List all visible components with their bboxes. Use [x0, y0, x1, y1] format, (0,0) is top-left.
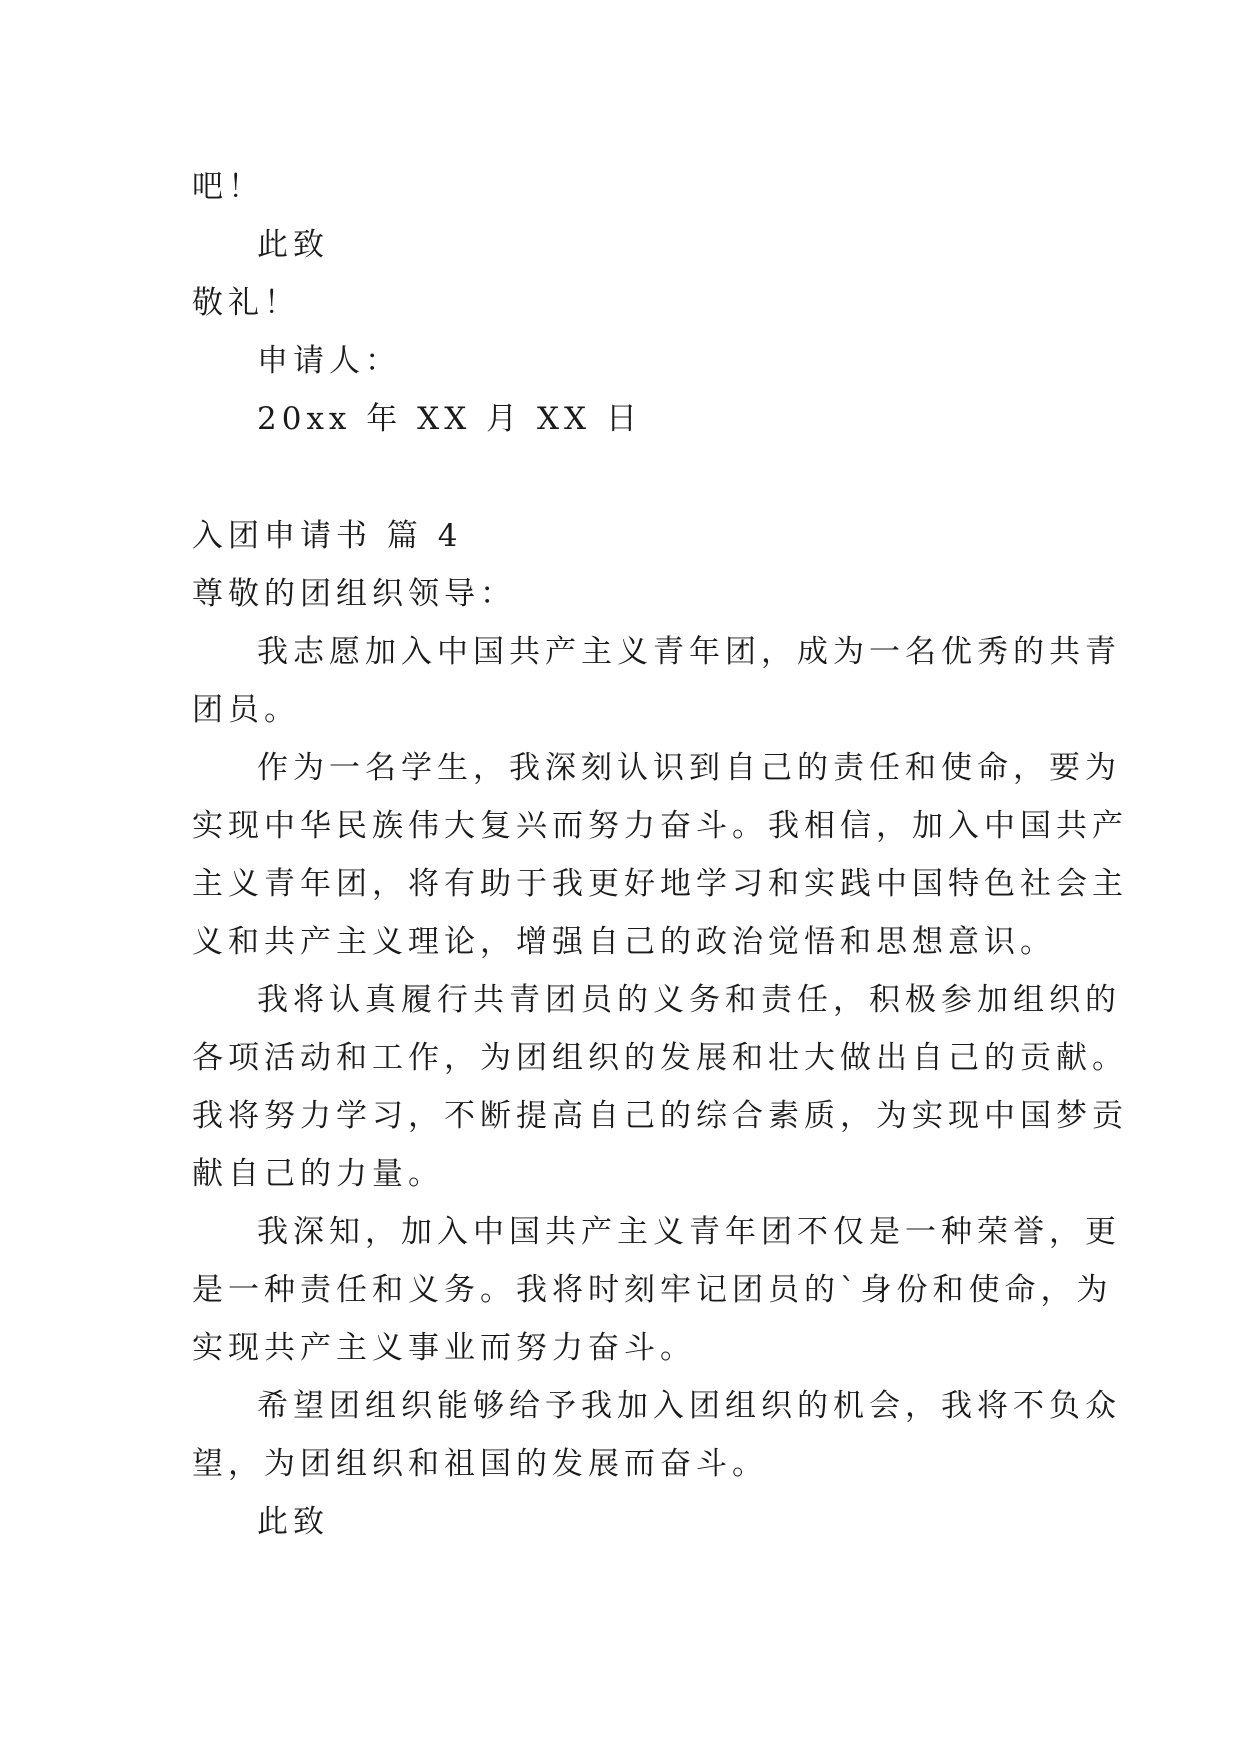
paragraph-line: 我将认真履行共青团员的义务和责任，积极参加组织的 — [257, 982, 1121, 1018]
greeting: 尊敬的团组织领导： — [192, 576, 516, 612]
paragraph-line: 各项活动和工作，为团组织的发展和壮大做出自己的贡献。 — [192, 1040, 1128, 1076]
section-heading: 入团申请书 篇 4 — [192, 518, 463, 554]
paragraph-line: 团员。 — [192, 692, 300, 728]
paragraph-line: 希望团组织能够给予我加入团组织的机会，我将不负众 — [257, 1388, 1121, 1424]
paragraph-line: 作为一名学生，我深刻认识到自己的责任和使命，要为 — [257, 750, 1121, 786]
applicant-label: 申请人： — [257, 343, 401, 379]
paragraph-line: 实现共产主义事业而努力奋斗。 — [192, 1330, 696, 1366]
text-line: 吧！ — [192, 169, 264, 205]
paragraph-line: 望，为团组织和祖国的发展而奋斗。 — [192, 1446, 768, 1482]
paragraph-line: 献自己的力量。 — [192, 1156, 444, 1192]
paragraph-line: 主义青年团，将有助于我更好地学习和实践中国特色社会主 — [192, 866, 1128, 902]
paragraph-line: 我志愿加入中国共产主义青年团，成为一名优秀的共青 — [257, 634, 1121, 670]
paragraph-line: 义和共产主义理论，增强自己的政治觉悟和思想意识。 — [192, 924, 1056, 960]
paragraph-line: 实现中华民族伟大复兴而努力奋斗。我相信，加入中国共产 — [192, 808, 1128, 844]
paragraph-line: 我将努力学习，不断提高自己的综合素质，为实现中国梦贡 — [192, 1098, 1128, 1134]
closing-salutation: 此致 — [257, 1504, 329, 1540]
paragraph-line: 我深知，加入中国共产主义青年团不仅是一种荣誉，更 — [257, 1214, 1121, 1250]
paragraph-line: 是一种责任和义务。我将时刻牢记团员的`身份和使命，为 — [192, 1272, 1113, 1308]
date-line: 20xx 年 XX 月 XX 日 — [257, 401, 642, 437]
closing-regards: 敬礼！ — [192, 285, 300, 321]
closing-salutation: 此致 — [257, 227, 329, 263]
